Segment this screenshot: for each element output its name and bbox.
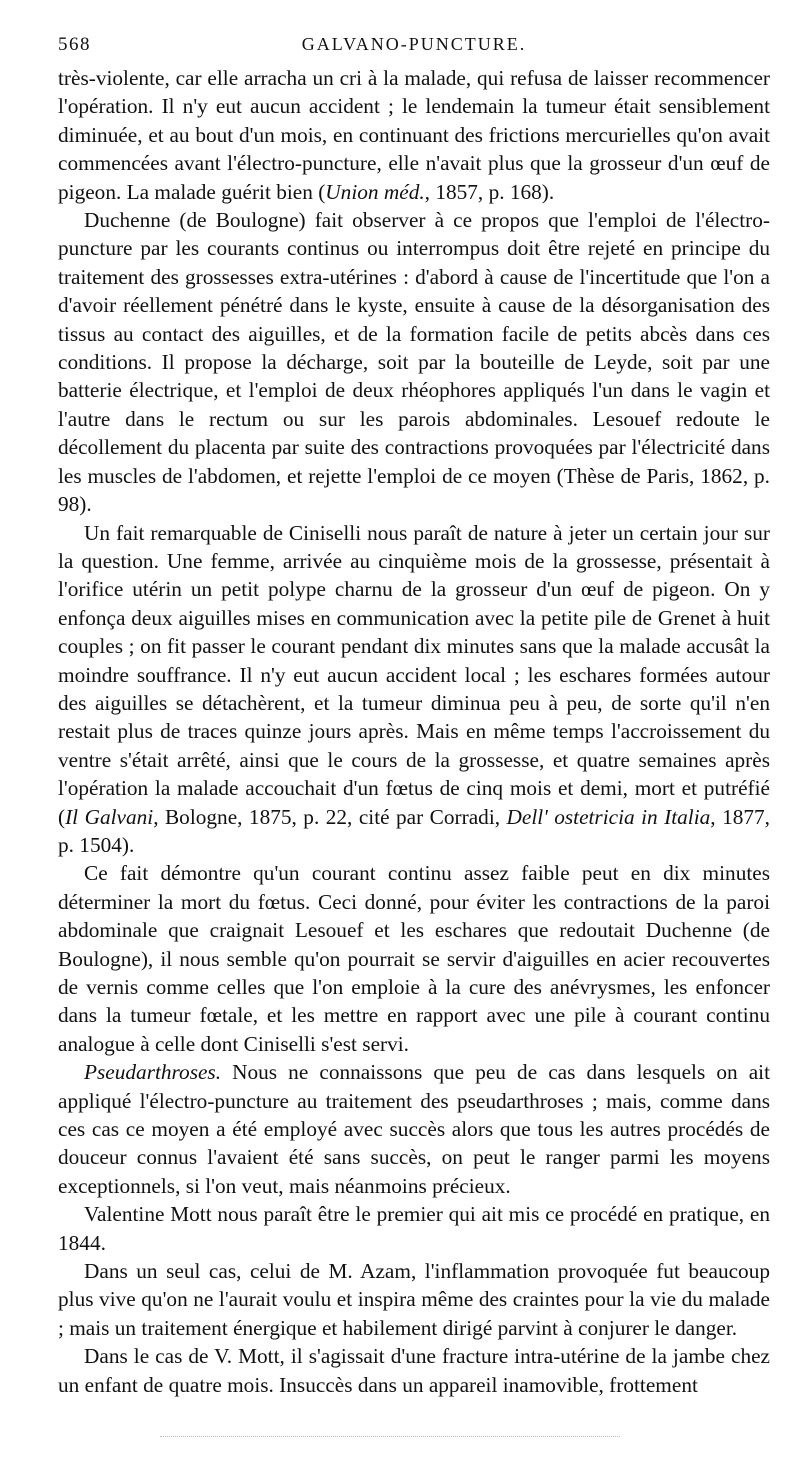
- text-run: Ce fait démontre qu'un courant continu assez faible peut en dix minutes déterminer la mort du fœtus. Ceci donné, pour éviter les contractions de la paroi abdominale que craignait Lesouef et les eschares que redoutait Duchenne (de Boulogne), il nous semble qu'on pourrait se servir d'aiguilles en acier recouvertes de vernis comme celles que l'on emploie à la cure des anévrysmes, les enfoncer dans la tumeur fœtale, et les mettre en rapport avec une pile à courant continu analogue à celle dont Ciniselli s'est servi.: [58, 861, 770, 1056]
- text-run: Valentine Mott nous paraît être le premier qui ait mis ce procédé en pratique, en 1844.: [58, 1202, 770, 1255]
- text-run: très-violente, car elle arracha un cri à la malade, qui refusa de laisser recommencer l'opération. Il n'y eut aucun accident ; le lendemain la tumeur était sensiblement diminuée, et au bout d'un mois, en continuant des frictions mercurielles qu'on avait commencées avant l'électro-puncture, elle n'avait plus que la grosseur d'un œuf de pigeon. La malade guérit bien (: [58, 66, 770, 204]
- paragraph: [58, 859, 770, 1058]
- page-number: 568: [58, 34, 91, 55]
- footer-rule: [160, 1436, 620, 1437]
- document-page: [58, 28, 770, 1399]
- paragraph: [58, 519, 770, 860]
- text-run: , 1877, p. 1504).: [58, 804, 771, 857]
- text-run: Dans un seul cas, celui de M. Azam, l'inflammation provoquée fut beaucoup plus vive qu'on ne l'aurait voulu et inspira même des craintes pour la vie du malade ; mais un traitement énergique et habilement dirigé parvint à conjurer le danger.: [58, 1259, 770, 1340]
- paragraph: [58, 1257, 770, 1342]
- italic-text: Il Galvani: [65, 804, 154, 829]
- text-run: Duchenne (de Boulogne) fait observer à ce propos que l'emploi de l'électro-puncture par les courants continus ou interrompus doit être rejeté en principe du traitement des grossesses extra-utérines : d'abord à cause de l'incertitude que l'on a d'avoir réellement pénétré dans le kyste, ensuite à cause de la désorganisation des tissus au contact des aiguilles, et de la formation facile de petits abcès dans ces conditions. Il propose la décharge, soit par la bouteille de Leyde, soit par une batterie électrique, et l'emploi de deux rhéophores appliqués l'un dans le vagin et l'autre dans le rectum ou sur les parois abdominales. Lesouef redoute le décollement du placenta par suite des contractions provoquées par l'électricité dans les muscles de l'abdomen, et rejette l'emploi de ce moyen (Thèse de Paris, 1862, p. 98).: [58, 208, 770, 517]
- text-run: Nous ne connaissons que peu de cas dans lesquels on ait appliqué l'électro-puncture au traitement des pseudarthroses ; mais, comme dans ces cas ce moyen a été employé avec succès alors que tous les autres procédés de douceur connus l'avaient été sans succès, on peut le ranger parmi les moyens exceptionnels, si l'on veut, mais néanmoins précieux.: [58, 1060, 770, 1198]
- paragraph: [58, 64, 770, 206]
- text-run: Un fait remarquable de Ciniselli nous paraît de nature à jeter un certain jour sur la question. Une femme, arrivée au cinquième mois de la grossesse, présentait à l'orifice utérin un petit polype charnu de la grosseur d'un œuf de pigeon. On y enfonça deux aiguilles mises en communication avec la petite pile de Grenet à huit couples ; on fit passer le courant pendant dix minutes sans que la malade accusât la moindre souffrance. Il n'y eut aucun accident local ; les eschares formées autour des aiguilles se détachèrent, et la tumeur diminua peu à peu, de sorte qu'il n'en restait plus de traces quinze jours après. Mais en même temps l'accroissement du ventre s'était arrêté, ainsi que le cours de la grossesse, et quatre semaines après l'opération la malade accouchait d'un fœtus de cinq mois et demi, mort et putréfié (: [58, 520, 770, 829]
- italic-text: Dell' ostetricia in Italia: [506, 804, 711, 829]
- text-run: Dans le cas de V. Mott, il s'agissait d'une fracture intra-utérine de la jambe chez un enfant de quatre mois. Insuccès dans un appareil inamovible, frottement: [58, 1344, 770, 1397]
- paragraph: [58, 1058, 770, 1200]
- paragraph: [58, 1200, 770, 1257]
- paragraph: [58, 206, 770, 518]
- italic-text: Pseudarthroses.: [84, 1060, 222, 1085]
- text-run: , Bologne, 1875, p. 22, cité par Corradi,: [153, 804, 507, 829]
- italic-text: Union méd.: [325, 179, 425, 204]
- text-run: , 1857, p. 168).: [424, 179, 555, 204]
- body-text: [58, 64, 770, 1399]
- paragraph: [58, 1342, 770, 1399]
- page-header: [58, 28, 770, 64]
- running-head: GALVANO-PUNCTURE.: [301, 34, 527, 54]
